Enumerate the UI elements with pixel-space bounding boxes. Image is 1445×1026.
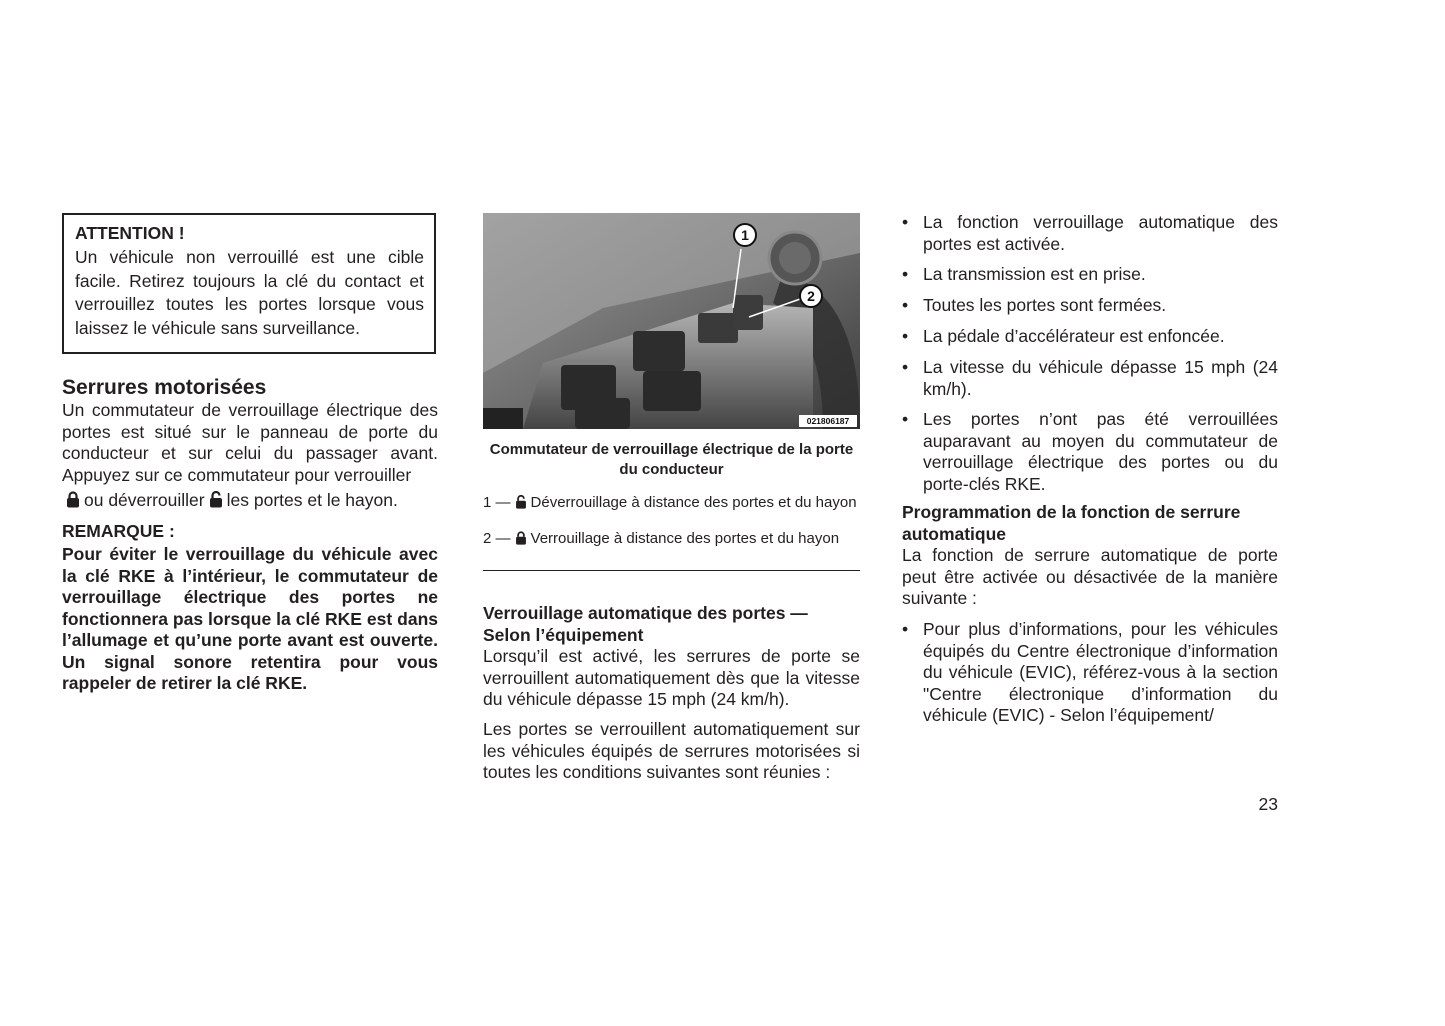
condition-item-2	[902, 264, 1278, 286]
warning-body: Un véhicule non verrouillé est une cible facile. Retirez toujours la clé du contact et verrouillez toutes les portes lorsque vous laissez le véhicule sans surveillance.	[75, 247, 424, 338]
auto-lock-paragraph-1: Lorsqu’il est activé, les serrures de porte se verrouillent automatiquement dès que la vitesse du véhicule dépasse 15 mph (24 km/h).	[483, 646, 860, 709]
bullet: •	[902, 212, 909, 232]
warning-box	[62, 213, 436, 354]
bullet: •	[902, 264, 909, 284]
lock-open-icon	[515, 495, 527, 513]
condition-text: Toutes les portes sont fermées.	[923, 295, 1167, 315]
bullet: •	[902, 295, 909, 315]
lock-instruction-line	[62, 489, 398, 513]
caption-item-1	[483, 494, 860, 513]
lock-closed-icon	[515, 531, 527, 549]
bullet: •	[902, 409, 909, 429]
condition-text: Les portes n’ont pas été verrouillées auparavant au moyen du commutateur de verrouillage électrique des portes ou du porte-clés RKE.	[923, 409, 1278, 494]
condition-text: La fonction verrouillage automatique des portes est activée.	[923, 212, 1278, 254]
condition-text: La pédale d’accélérateur est enfoncée.	[923, 326, 1225, 346]
remarque-heading: REMARQUE :	[62, 521, 175, 541]
callout-1: 1	[741, 227, 749, 243]
condition-text: La vitesse du véhicule dépasse 15 mph (24 km/h).	[923, 357, 1278, 399]
condition-item-1	[902, 212, 1278, 255]
condition-item-5	[902, 357, 1278, 400]
caption-item-1-text: Déverrouillage à distance des portes et du hayon	[530, 494, 857, 511]
figure-caption: Commutateur de verrouillage électrique de la porte du conducteur	[489, 441, 854, 478]
lock-or-text: ou déverrouiller	[84, 490, 205, 510]
serrures-paragraph: Un commutateur de verrouillage électrique des portes est situé sur le panneau de porte du conducteur et sur celui du passager avant. Appuyez sur ce commutateur pour verrouiller	[62, 400, 438, 485]
bullet: •	[902, 619, 909, 639]
condition-item-3	[902, 295, 1278, 317]
image-code: 021806187	[806, 416, 850, 426]
callout-2: 2	[807, 288, 815, 304]
bullet: •	[902, 357, 909, 377]
programmation-paragraph: La fonction de serrure automatique de porte peut être activée ou désactivée de la manière suivante :	[902, 545, 1278, 608]
lock-closed-icon	[66, 491, 80, 513]
caption-item-2	[483, 530, 860, 549]
caption-item-2-text: Verrouillage à distance des portes et du hayon	[530, 530, 840, 547]
condition-item-6	[902, 409, 1278, 495]
programmation-bullet-text: Pour plus d’informations, pour les véhicules équipés du Centre électronique d’information du véhicule (EVIC), référez-vous à la section "Centre électronique d’information du véhicule (EVIC) - Selon l’équipement/	[923, 619, 1278, 725]
page-number: 23	[1258, 794, 1278, 814]
condition-text: La transmission est en prise.	[923, 264, 1146, 284]
section-heading-serrures: Serrures motorisées	[62, 376, 267, 399]
door-switch-photo	[483, 213, 860, 429]
condition-item-4	[902, 326, 1278, 348]
caption-item-1-num: 1 —	[483, 494, 511, 511]
programmation-bullet	[902, 619, 1278, 727]
bullet: •	[902, 326, 909, 346]
auto-lock-paragraph-2: Les portes se verrouillent automatiquement sur les véhicules équipés de serrures motorisées si toutes les conditions suivantes sont réunies :	[483, 719, 860, 782]
section-heading-auto-lock: Verrouillage automatique des portes — Selon l’équipement	[483, 603, 808, 645]
warning-title: ATTENTION !	[75, 223, 185, 243]
caption-divider	[483, 570, 860, 571]
caption-item-2-num: 2 —	[483, 530, 511, 547]
lock-end-text: les portes et le hayon.	[226, 490, 398, 510]
section-heading-programmation: Programmation de la fonction de serrure automatique	[902, 502, 1241, 544]
remarque-body: Pour éviter le verrouillage du véhicule avec la clé RKE à l’intérieur, le commutateur de verrouillage électrique des portes ne fonctionnera pas lorsque la clé RKE est dans l’allumage et qu’une porte avant est ouverte. Un signal sonore retentira pour vous rappeler de retirer la clé RKE.	[62, 544, 438, 693]
lock-open-icon	[209, 491, 223, 513]
